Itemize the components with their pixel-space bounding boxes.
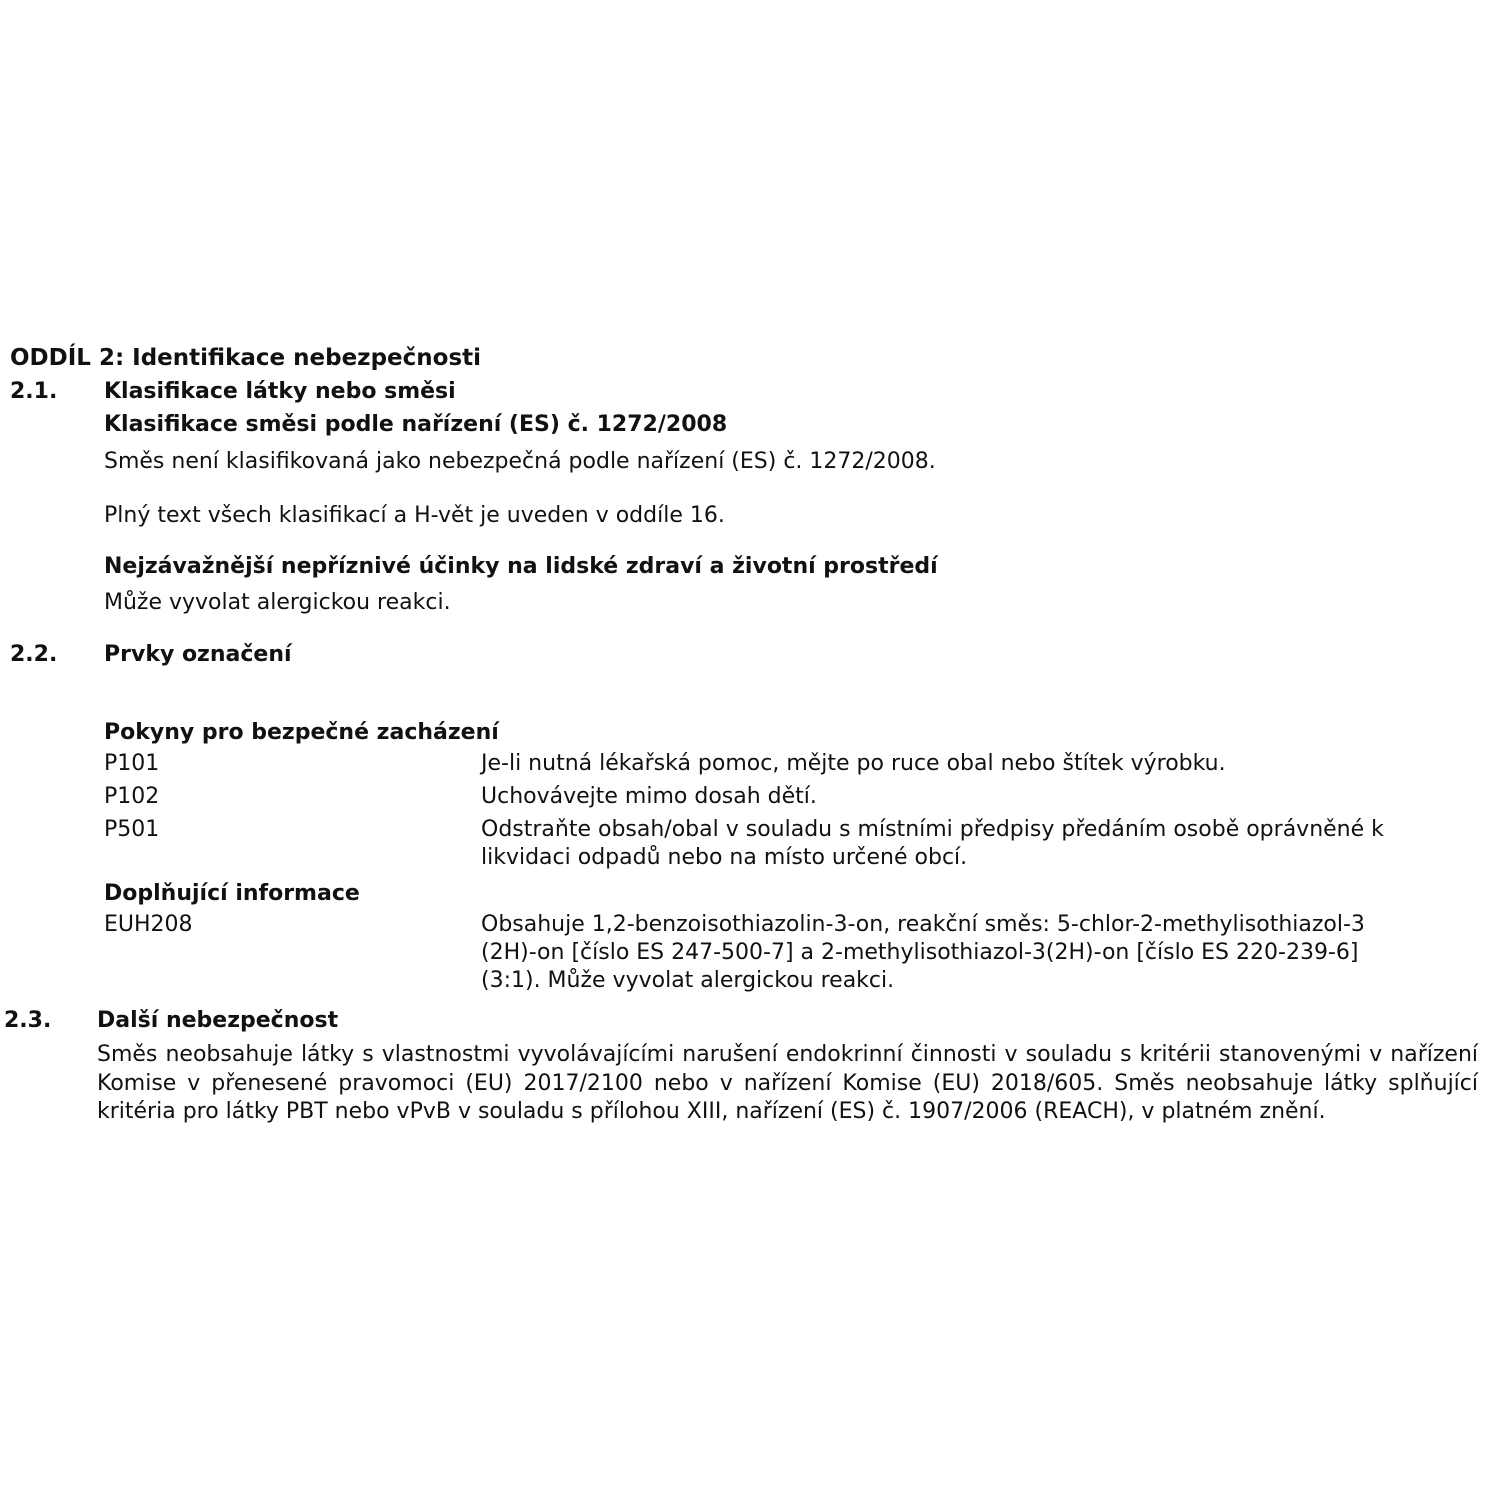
classification-subtitle: Klasifikace směsi podle nařízení (ES) č. 1272/2008 xyxy=(104,412,728,437)
section-2-1-title: Klasifikace látky nebo směsi xyxy=(104,379,456,404)
supplementary-title: Doplňující informace xyxy=(104,881,360,906)
p102-text: Uchovávejte mimo dosah dětí. xyxy=(481,784,817,809)
section-title: ODDÍL 2: Identifikace nebezpečnosti xyxy=(10,345,482,371)
section-2-3-title: Další nebezpečnost xyxy=(97,1008,339,1033)
euh208-code: EUH208 xyxy=(104,912,193,937)
p101-text: Je-li nutná lékařská pomoc, mějte po ruce obal nebo štítek výrobku. xyxy=(481,751,1226,776)
p101-code: P101 xyxy=(104,751,160,776)
h-statements-note: Plný text všech klasifikací a H-vět je uveden v oddíle 16. xyxy=(104,503,725,528)
classification-text: Směs není klasifikovaná jako nebezpečná podle nařízení (ES) č. 1272/2008. xyxy=(104,449,936,474)
p501-text-line2: likvidaci odpadů nebo na místo určené obcí. xyxy=(481,845,968,870)
section-2-2-number: 2.2. xyxy=(10,642,58,667)
euh208-text-line3: (3:1). Může vyvolat alergickou reakci. xyxy=(481,968,895,993)
p501-code: P501 xyxy=(104,817,160,842)
effects-title: Nejzávažnější nepříznivé účinky na lidské zdraví a životní prostředí xyxy=(104,554,938,579)
section-2-1-number: 2.1. xyxy=(10,379,58,404)
other-hazards-text: Směs neobsahuje látky s vlastnostmi vyvolávajícími narušení endokrinní činnosti v souladu s kritérii stanovenými v nařízení Komise v přenesené pravomoci (EU) 2017/2100 nebo v nařízení Komise (EU) 2018/605. Směs neobsahuje látky splňující kritéria pro látky PBT nebo vPvB v souladu s přílohou XIII, nařízení (ES) č. 1907/2006 (REACH), v platném znění. xyxy=(97,1042,1478,1124)
section-2-2-title: Prvky označení xyxy=(104,642,292,667)
euh208-text-line1: Obsahuje 1,2-benzoisothiazolin-3-on, reakční směs: 5-chlor-2-methylisothiazol-3 xyxy=(481,912,1365,937)
section-2-3-number: 2.3. xyxy=(4,1008,52,1033)
p501-text-line1: Odstraňte obsah/obal v souladu s místními předpisy předáním osobě oprávněné k xyxy=(481,817,1384,842)
euh208-text-line2: (2H)-on [číslo ES 247-500-7] a 2-methylisothiazol-3(2H)-on [číslo ES 220-239-6] xyxy=(481,940,1359,965)
precautions-title: Pokyny pro bezpečné zacházení xyxy=(104,720,499,745)
effects-text: Může vyvolat alergickou reakci. xyxy=(104,590,451,615)
p102-code: P102 xyxy=(104,784,160,809)
